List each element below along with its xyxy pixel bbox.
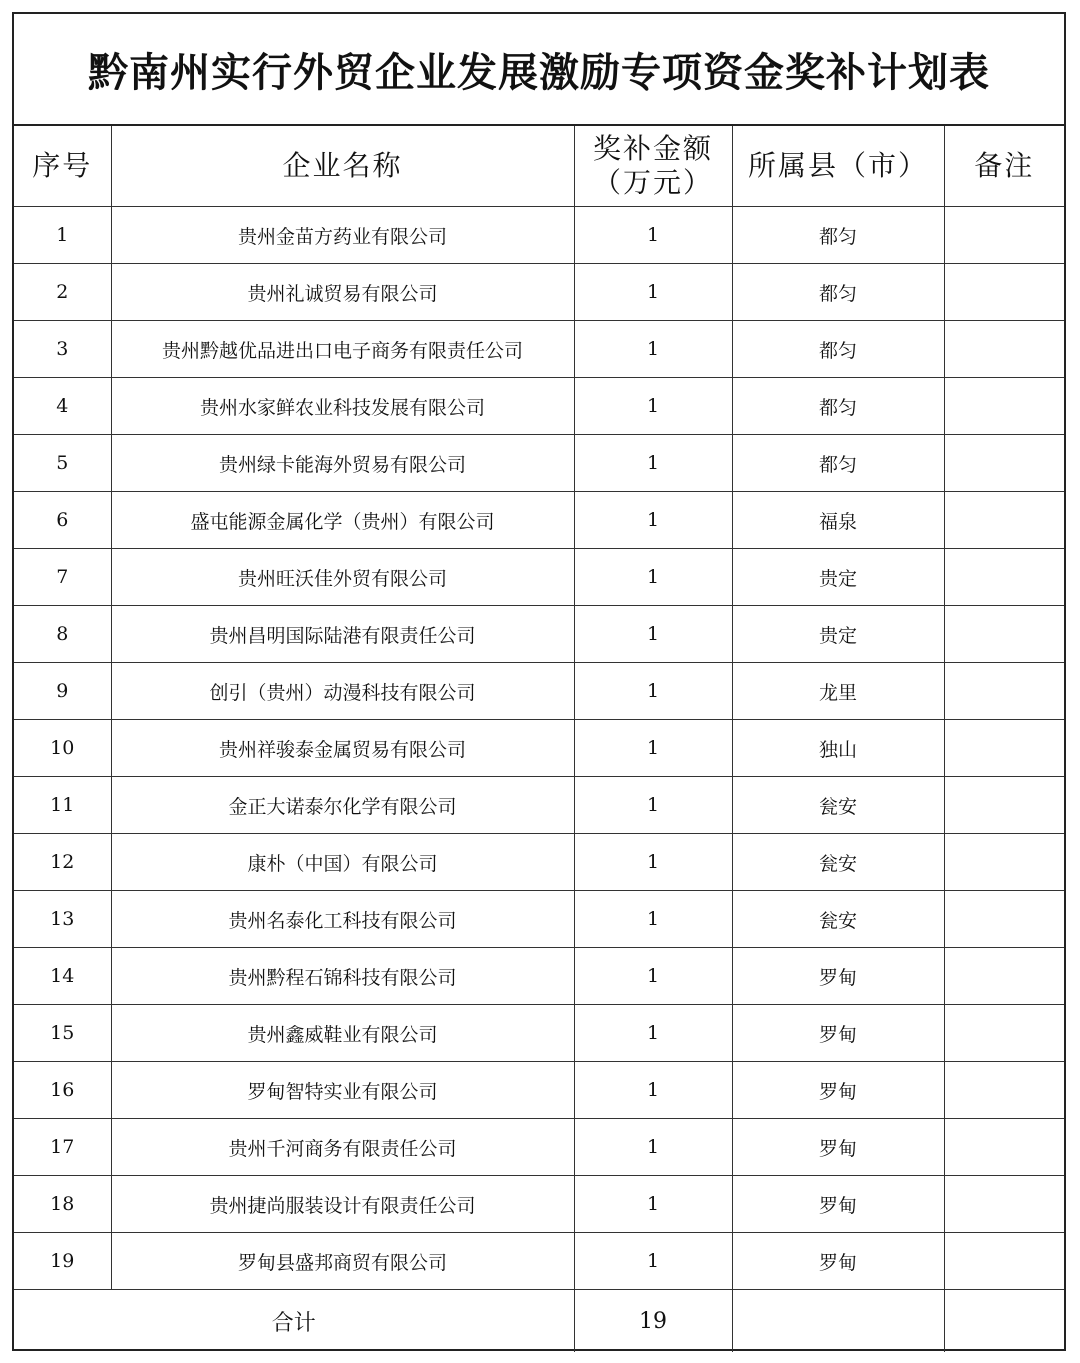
document-sheet	[12, 12, 1066, 1351]
document-title: 黔南州实行外贸企业发展激励专项资金奖补计划表	[14, 14, 1064, 126]
table-row	[14, 663, 1064, 720]
cell-county: 罗甸	[732, 1176, 944, 1233]
cell-county: 都匀	[732, 207, 944, 264]
total-note-cell	[944, 1290, 1064, 1353]
cell-company-name: 罗甸智特实业有限公司	[111, 1062, 574, 1119]
cell-seq: 16	[14, 1062, 111, 1119]
cell-company-name: 罗甸县盛邦商贸有限公司	[111, 1233, 574, 1290]
header-amount-line1: 奖补金额	[592, 132, 713, 166]
cell-amount: 1	[574, 777, 732, 834]
cell-county: 罗甸	[732, 1062, 944, 1119]
cell-company-name: 贵州名泰化工科技有限公司	[111, 891, 574, 948]
table-row	[14, 1119, 1064, 1176]
cell-note	[944, 492, 1064, 549]
cell-county: 独山	[732, 720, 944, 777]
cell-company-name: 创引（贵州）动漫科技有限公司	[111, 663, 574, 720]
cell-seq: 18	[14, 1176, 111, 1233]
cell-county: 贵定	[732, 549, 944, 606]
cell-company-name: 贵州千河商务有限责任公司	[111, 1119, 574, 1176]
cell-amount: 1	[574, 606, 732, 663]
cell-note	[944, 435, 1064, 492]
cell-county: 都匀	[732, 435, 944, 492]
cell-amount: 1	[574, 1233, 732, 1290]
cell-county: 瓮安	[732, 777, 944, 834]
table-row	[14, 321, 1064, 378]
cell-note	[944, 1176, 1064, 1233]
cell-note	[944, 720, 1064, 777]
cell-note	[944, 948, 1064, 1005]
total-amount: 19	[574, 1290, 732, 1353]
cell-amount: 1	[574, 720, 732, 777]
cell-county: 罗甸	[732, 1005, 944, 1062]
cell-amount: 1	[574, 891, 732, 948]
cell-seq: 15	[14, 1005, 111, 1062]
cell-company-name: 贵州礼诚贸易有限公司	[111, 264, 574, 321]
cell-company-name: 金正大诺泰尔化学有限公司	[111, 777, 574, 834]
table-row	[14, 378, 1064, 435]
total-county-cell	[732, 1290, 944, 1353]
subsidy-table	[14, 126, 1064, 1352]
table-row	[14, 1005, 1064, 1062]
cell-county: 贵定	[732, 606, 944, 663]
cell-county: 都匀	[732, 378, 944, 435]
cell-note	[944, 606, 1064, 663]
header-seq: 序号	[14, 126, 111, 207]
cell-amount: 1	[574, 1176, 732, 1233]
cell-county: 瓮安	[732, 834, 944, 891]
cell-company-name: 贵州金苗方药业有限公司	[111, 207, 574, 264]
cell-amount: 1	[574, 264, 732, 321]
header-note: 备注	[944, 126, 1064, 207]
cell-note	[944, 264, 1064, 321]
cell-company-name: 盛屯能源金属化学（贵州）有限公司	[111, 492, 574, 549]
table-row	[14, 549, 1064, 606]
cell-seq: 17	[14, 1119, 111, 1176]
table-row	[14, 777, 1064, 834]
cell-seq: 2	[14, 264, 111, 321]
cell-amount: 1	[574, 435, 732, 492]
header-county: 所属县（市）	[732, 126, 944, 207]
cell-note	[944, 663, 1064, 720]
total-row	[14, 1290, 1064, 1353]
cell-seq: 8	[14, 606, 111, 663]
cell-seq: 9	[14, 663, 111, 720]
cell-company-name: 贵州祥骏泰金属贸易有限公司	[111, 720, 574, 777]
cell-company-name: 贵州鑫威鞋业有限公司	[111, 1005, 574, 1062]
cell-amount: 1	[574, 1005, 732, 1062]
cell-county: 罗甸	[732, 1233, 944, 1290]
cell-amount: 1	[574, 492, 732, 549]
cell-company-name: 贵州绿卡能海外贸易有限公司	[111, 435, 574, 492]
cell-note	[944, 1062, 1064, 1119]
cell-seq: 13	[14, 891, 111, 948]
table-row	[14, 207, 1064, 264]
cell-seq: 14	[14, 948, 111, 1005]
cell-amount: 1	[574, 663, 732, 720]
table-row	[14, 492, 1064, 549]
cell-amount: 1	[574, 207, 732, 264]
table-row	[14, 948, 1064, 1005]
cell-seq: 3	[14, 321, 111, 378]
cell-company-name: 贵州水家鲜农业科技发展有限公司	[111, 378, 574, 435]
cell-note	[944, 1005, 1064, 1062]
cell-county: 罗甸	[732, 1119, 944, 1176]
cell-company-name: 贵州黔程石锦科技有限公司	[111, 948, 574, 1005]
table-row	[14, 1062, 1064, 1119]
table-row	[14, 606, 1064, 663]
header-company-name: 企业名称	[111, 126, 574, 207]
cell-note	[944, 834, 1064, 891]
cell-amount: 1	[574, 1062, 732, 1119]
cell-note	[944, 1233, 1064, 1290]
cell-note	[944, 777, 1064, 834]
cell-note	[944, 891, 1064, 948]
cell-seq: 12	[14, 834, 111, 891]
cell-company-name: 贵州黔越优品进出口电子商务有限责任公司	[111, 321, 574, 378]
cell-seq: 7	[14, 549, 111, 606]
cell-seq: 6	[14, 492, 111, 549]
cell-note	[944, 1119, 1064, 1176]
cell-amount: 1	[574, 378, 732, 435]
cell-seq: 10	[14, 720, 111, 777]
cell-county: 都匀	[732, 264, 944, 321]
header-amount	[574, 126, 732, 207]
cell-seq: 11	[14, 777, 111, 834]
cell-company-name: 贵州昌明国际陆港有限责任公司	[111, 606, 574, 663]
table-row	[14, 435, 1064, 492]
cell-note	[944, 378, 1064, 435]
cell-seq: 4	[14, 378, 111, 435]
cell-note	[944, 321, 1064, 378]
cell-amount: 1	[574, 1119, 732, 1176]
table-body	[14, 207, 1064, 1290]
cell-company-name: 贵州旺沃佳外贸有限公司	[111, 549, 574, 606]
table-row	[14, 264, 1064, 321]
cell-note	[944, 549, 1064, 606]
cell-amount: 1	[574, 321, 732, 378]
cell-company-name: 贵州捷尚服装设计有限责任公司	[111, 1176, 574, 1233]
table-row	[14, 720, 1064, 777]
cell-amount: 1	[574, 834, 732, 891]
cell-seq: 1	[14, 207, 111, 264]
cell-county: 都匀	[732, 321, 944, 378]
cell-company-name: 康朴（中国）有限公司	[111, 834, 574, 891]
table-row	[14, 834, 1064, 891]
cell-amount: 1	[574, 549, 732, 606]
table-row	[14, 891, 1064, 948]
total-label: 合计	[14, 1290, 574, 1353]
cell-amount: 1	[574, 948, 732, 1005]
cell-county: 龙里	[732, 663, 944, 720]
cell-county: 瓮安	[732, 891, 944, 948]
cell-note	[944, 207, 1064, 264]
table-row	[14, 1176, 1064, 1233]
cell-seq: 19	[14, 1233, 111, 1290]
table-row	[14, 1233, 1064, 1290]
header-row	[14, 126, 1064, 207]
cell-county: 罗甸	[732, 948, 944, 1005]
cell-seq: 5	[14, 435, 111, 492]
header-amount-line2: （万元）	[592, 166, 713, 199]
cell-county: 福泉	[732, 492, 944, 549]
